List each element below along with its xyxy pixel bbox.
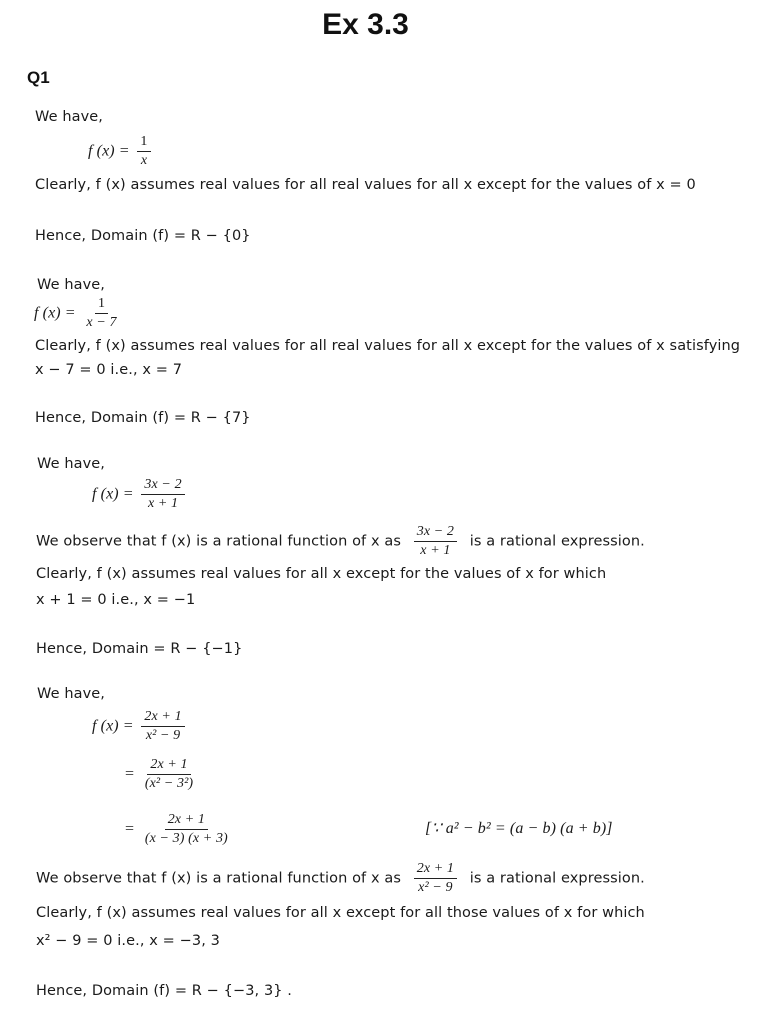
part3-equation [92, 477, 188, 512]
part2-condition: x − 7 = 0 i.e., x = 7 [35, 362, 183, 378]
part1-domain: Hence, Domain (f) = R − {0} [35, 228, 251, 244]
part1-we-have: We have, [35, 109, 104, 125]
part3-f-lhs: f (x) = [92, 485, 134, 503]
part2-numerator: 1 [95, 296, 108, 314]
part3-observe [36, 524, 645, 559]
part2-equation [34, 296, 123, 331]
part3-observe-denominator: x + 1 [420, 543, 451, 558]
part4-observe-fraction [414, 861, 457, 896]
part3-we-have: We have, [37, 456, 106, 472]
part4-equals-3: = [125, 820, 135, 838]
part4-we-have: We have, [37, 686, 106, 702]
part1-numerator: 1 [137, 134, 150, 152]
part3-observe-numerator: 3x − 2 [414, 524, 457, 542]
part3-observe-pre: We observe that f (x) is a rational function of x as [36, 533, 402, 550]
part1-fraction [137, 134, 150, 169]
part4-equation-2 [125, 757, 199, 792]
part1-f-lhs: f (x) = [88, 142, 130, 160]
part4-f-lhs: f (x) = [92, 717, 134, 735]
part4-observe-numerator: 2x + 1 [414, 861, 457, 879]
part4-identity: [∵ a² − b² = (a − b) (a + b)] [425, 820, 613, 837]
part4-fraction-3 [142, 812, 231, 847]
part3-observe-post: is a rational expression. [469, 533, 645, 550]
part2-we-have: We have, [37, 277, 106, 293]
part4-equation-3 [125, 812, 234, 847]
part4-numerator-2: 2x + 1 [147, 757, 190, 775]
part1-clearly: Clearly, f (x) assumes real values for all real values for all x except for the values of x = 0 [35, 177, 696, 193]
part4-denominator-2: (x² − 3²) [144, 776, 194, 791]
part4-observe-pre: We observe that f (x) is a rational function of x as [36, 870, 402, 887]
part4-equation-1 [92, 709, 188, 744]
part4-observe-denominator: x² − 9 [418, 880, 453, 895]
part3-fraction [141, 477, 184, 512]
part4-domain: Hence, Domain (f) = R − {−3, 3} . [36, 983, 293, 999]
part3-denominator: x + 1 [147, 496, 179, 511]
part4-condition: x² − 9 = 0 i.e., x = −3, 3 [36, 933, 220, 949]
part3-condition: x + 1 = 0 i.e., x = −1 [36, 592, 196, 608]
part4-observe [36, 861, 645, 896]
part3-numerator: 3x − 2 [141, 477, 184, 495]
part4-equals-2: = [125, 765, 135, 783]
part2-fraction [83, 296, 119, 331]
part3-clearly: Clearly, f (x) assumes real values for all x except for the values of x for which [36, 566, 607, 582]
part2-clearly: Clearly, f (x) assumes real values for all real values for all x except for the values of x satisfying [35, 338, 741, 354]
part4-denominator-1: x² − 9 [145, 728, 181, 743]
part4-fraction-1 [141, 709, 184, 744]
part3-observe-fraction [414, 524, 457, 559]
part1-denominator: x [140, 153, 148, 168]
part2-f-lhs: f (x) = [34, 304, 76, 322]
part4-denominator-3: (x − 3) (x + 3) [144, 831, 228, 846]
part1-equation [88, 134, 154, 169]
part4-fraction-2 [142, 757, 196, 792]
part3-domain: Hence, Domain = R − {−1} [36, 641, 243, 657]
part4-numerator-3: 2x + 1 [165, 812, 208, 830]
part4-observe-post: is a rational expression. [469, 870, 645, 887]
part4-numerator-1: 2x + 1 [141, 709, 184, 727]
question-label: Q1 [27, 68, 50, 87]
part4-clearly: Clearly, f (x) assumes real values for all x except for all those values of x for which [36, 905, 645, 921]
part2-denominator: x − 7 [86, 315, 117, 330]
page-title: Ex 3.3 [322, 8, 409, 41]
part2-domain: Hence, Domain (f) = R − {7} [35, 410, 251, 426]
